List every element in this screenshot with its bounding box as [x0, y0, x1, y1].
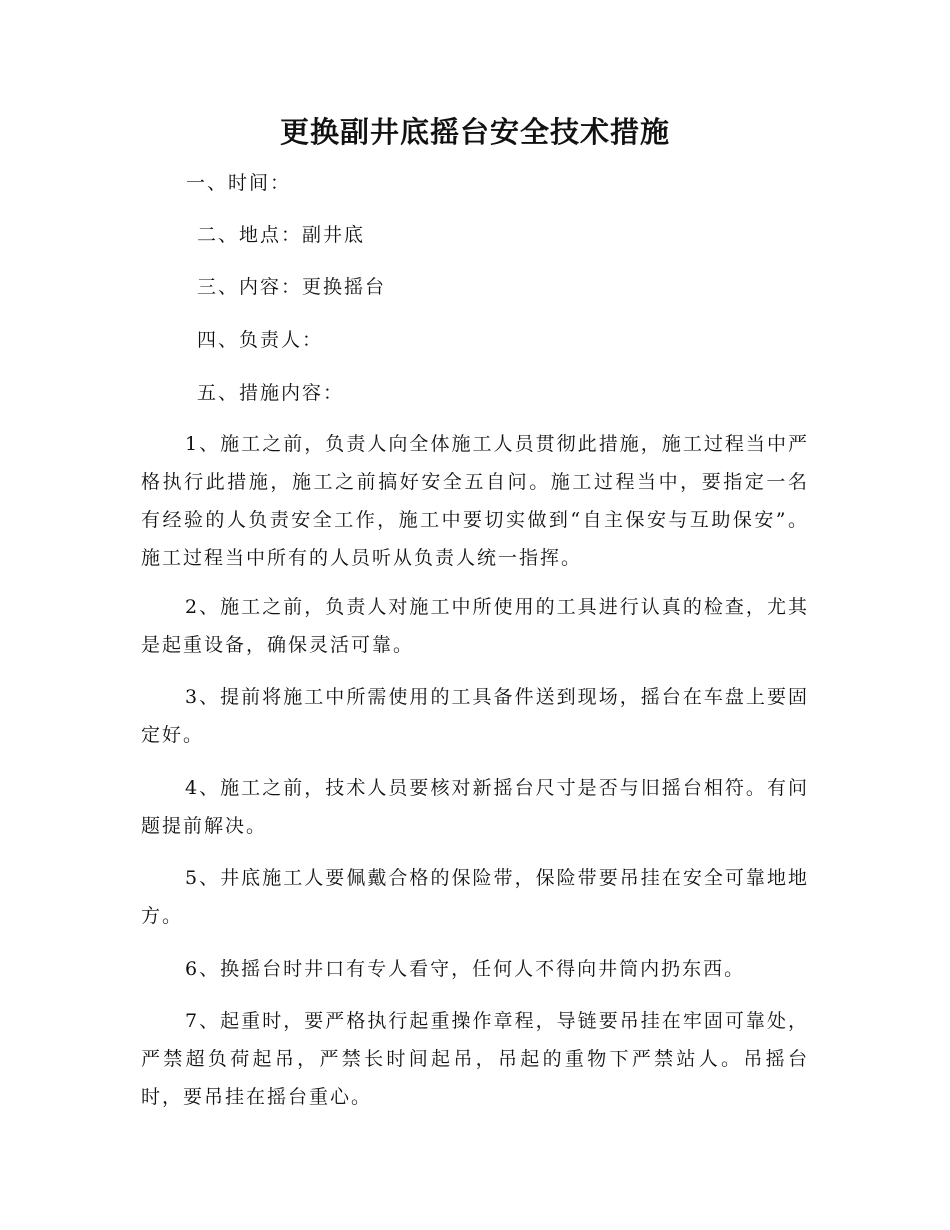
heading-measures: 五、措施内容：: [197, 382, 345, 404]
measure-item-6: 6、换摇台时井口有专人看守，任何人不得向井筒内扔东西。: [185, 958, 746, 980]
measure-item-5: 5、井底施工人要佩戴合格的保险带，保险带要吊挂在安全可靠地地方。: [141, 867, 809, 927]
measure-item-3: 3、提前将施工中所需使用的工具备件送到现场，摇台在车盘上要固定好。: [141, 686, 809, 746]
measure-item-7: 7、起重时，要严格执行起重操作章程，导链要吊挂在牢固可靠处，严禁超负荷起吊，严禁长时间起吊，吊起的重物下严禁站人。吊摇台时，要吊挂在摇台重心。: [141, 1010, 809, 1108]
heading-time: 一、时间：: [186, 172, 292, 194]
heading-location: 二、地点：副井底: [197, 224, 366, 246]
document-title: 更换副井底摇台安全技术措施: [279, 115, 670, 149]
measure-item-1: 1、施工之前，负责人向全体施工人员贯彻此措施，施工过程当中严格执行此措施，施工之前搞好安全五自问。施工过程当中，要指定一名有经验的人负责安全工作，施工中要切实做到“自主保安与互助保安”。施工过程当中所有的人员听从负责人统一指挥。: [141, 433, 809, 569]
measure-item-4: 4、施工之前，技术人员要核对新摇台尺寸是否与旧摇台相符。有问题提前解决。: [141, 777, 809, 837]
measure-item-2: 2、施工之前，负责人对施工中所使用的工具进行认真的检查，尤其是起重设备，确保灵活可靠。: [141, 596, 809, 656]
heading-content: 三、内容：更换摇台: [197, 276, 387, 298]
heading-responsible-person: 四、负责人：: [197, 329, 324, 351]
